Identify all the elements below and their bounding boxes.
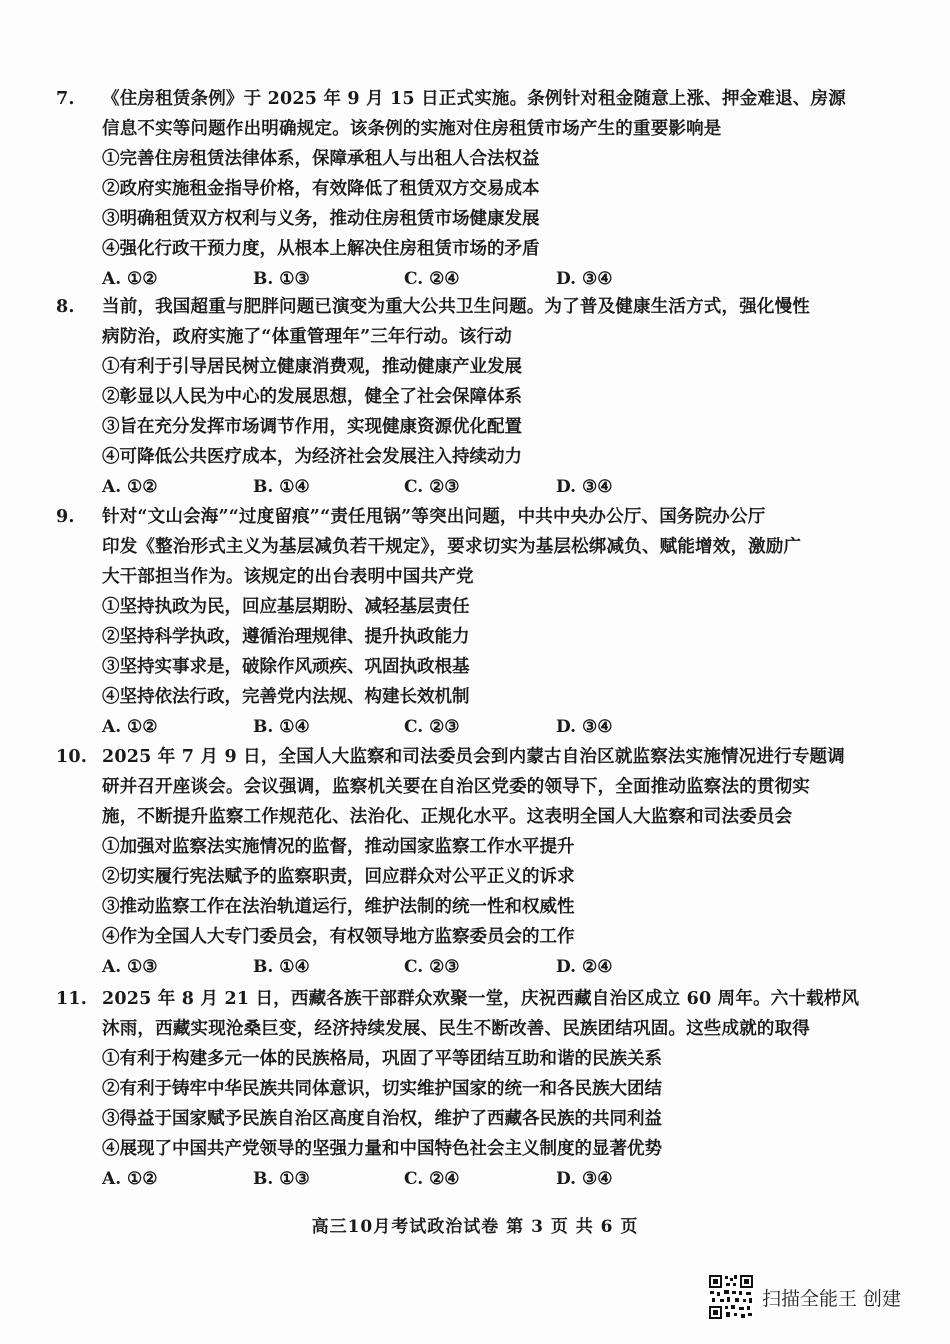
statement-1: ①坚持执政为民，回应基层期盼、减轻基层责任: [102, 597, 470, 617]
statement-1: ①加强对监察法实施情况的监督，推动国家监察工作水平提升: [102, 837, 575, 857]
question-number: 7.: [56, 89, 75, 109]
question-number: 10.: [56, 747, 88, 767]
question-stem-line: 大干部担当作为。该规定的出台表明中国共产党: [102, 567, 474, 587]
question-number: 9.: [56, 507, 75, 527]
qr-code-icon: [708, 1274, 754, 1320]
question-number: 11.: [56, 989, 88, 1009]
statement-3: ③明确租赁双方权利与义务，推动住房租赁市场健康发展: [102, 209, 540, 229]
statement-3: ③推动监察工作在法治轨道运行，维护法制的统一性和权威性: [102, 897, 575, 917]
answer-options: [56, 952, 886, 982]
question-8: [56, 292, 886, 502]
answer-options: [56, 712, 886, 742]
option-d: D. ③④: [556, 717, 613, 737]
question-stem-line: 施，不断提升监察工作规范化、法治化、正规化水平。这表明全国人大监察和司法委员会: [102, 807, 793, 827]
statement-3: ③旨在充分发挥市场调节作用，实现健康资源优化配置: [102, 417, 522, 437]
option-b: B. ①③: [253, 269, 310, 289]
option-b: B. ①④: [253, 717, 310, 737]
question-stem-line: 研并召开座谈会。会议强调，监察机关要在自治区党委的领导下，全面推动监察法的贯彻实: [102, 777, 810, 797]
statement-1: ①有利于构建多元一体的民族格局，巩固了平等团结互助和谐的民族关系: [102, 1049, 662, 1069]
statement-4: ④可降低公共医疗成本，为经济社会发展注入持续动力: [102, 447, 522, 467]
statement-3: ③坚持实事求是，破除作风顽疾、巩固执政根基: [102, 657, 470, 677]
answer-options: [56, 264, 886, 294]
option-a: A. ①③: [102, 957, 158, 977]
option-b: B. ①③: [253, 1169, 310, 1189]
statement-4: ④作为全国人大专门委员会，有权领导地方监察委员会的工作: [102, 927, 575, 947]
option-c: C. ②④: [404, 1169, 460, 1189]
answer-options: [56, 1164, 886, 1194]
option-c: C. ②③: [404, 717, 460, 737]
question-stem-line: 信息不实等问题作出明确规定。该条例的实施对住房租赁市场产生的重要影响是: [102, 119, 722, 139]
option-b: B. ①④: [253, 477, 310, 497]
question-stem-line: 病防治，政府实施了“体重管理年”三年行动。该行动: [102, 327, 512, 347]
statement-2: ②政府实施租金指导价格，有效降低了租赁双方交易成本: [102, 179, 540, 199]
question-stem-line: 沐雨，西藏实现沧桑巨变，经济持续发展、民生不断改善、民族团结巩固。这些成就的取得: [102, 1019, 810, 1039]
statement-3: ③得益于国家赋予民族自治区高度自治权，维护了西藏各民族的共同利益: [102, 1109, 662, 1129]
question-stem-line: 2025 年 8 月 21 日，西藏各族干部群众欢聚一堂，庆祝西藏自治区成立 60 周年。六十载栉风: [102, 989, 860, 1009]
question-10: [56, 742, 886, 982]
statement-4: ④展现了中国共产党领导的坚强力量和中国特色社会主义制度的显著优势: [102, 1139, 662, 1159]
option-a: A. ①②: [102, 269, 158, 289]
option-c: C. ②③: [404, 957, 460, 977]
watermark-text: 扫描全能王 创建: [762, 1288, 902, 1310]
statement-1: ①有利于引导居民树立健康消费观，推动健康产业发展: [102, 357, 522, 377]
question-stem-line: 印发《整治形式主义为基层减负若干规定》，要求切实为基层松绑减负、赋能增效，激励广: [102, 537, 802, 557]
question-stem-line: 针对“文山会海”“过度留痕”“责任甩锅”等突出问题，中共中央办公厅、国务院办公厅: [102, 507, 766, 527]
statement-2: ②坚持科学执政，遵循治理规律、提升执政能力: [102, 627, 470, 647]
question-9: [56, 502, 886, 742]
option-d: D. ②④: [556, 957, 613, 977]
question-stem-line: 当前，我国超重与肥胖问题已演变为重大公共卫生问题。为了普及健康生活方式，强化慢性: [102, 297, 810, 317]
statement-4: ④坚持依法行政，完善党内法规、构建长效机制: [102, 687, 470, 707]
question-stem-line: 2025 年 7 月 9 日，全国人大监察和司法委员会到内蒙古自治区就监察法实施情况进行专题调: [102, 747, 845, 767]
question-number: 8.: [56, 297, 75, 317]
statement-1: ①完善住房租赁法律体系，保障承租人与出租人合法权益: [102, 149, 540, 169]
question-7: [56, 84, 886, 294]
statement-4: ④强化行政干预力度，从根本上解决住房租赁市场的矛盾: [102, 239, 540, 259]
option-a: A. ①②: [102, 717, 158, 737]
option-a: A. ①②: [102, 1169, 158, 1189]
statement-2: ②切实履行宪法赋予的监察职责，回应群众对公平正义的诉求: [102, 867, 575, 887]
option-d: D. ③④: [556, 1169, 613, 1189]
option-c: C. ②④: [404, 269, 460, 289]
question-11: [56, 984, 886, 1194]
statement-2: ②彰显以人民为中心的发展思想，健全了社会保障体系: [102, 387, 522, 407]
statement-2: ②有利于铸牢中华民族共同体意识，切实维护国家的统一和各民族大团结: [102, 1079, 662, 1099]
option-c: C. ②③: [404, 477, 460, 497]
option-b: B. ①④: [253, 957, 310, 977]
option-d: D. ③④: [556, 477, 613, 497]
scanner-watermark: [708, 1274, 928, 1324]
question-stem-line: 《住房租赁条例》于 2025 年 9 月 15 日正式实施。条例针对租金随意上涨、押金难退、房源: [102, 89, 846, 109]
page-footer: 高三10月考试政治试卷 第 3 页 共 6 页: [311, 1217, 639, 1237]
option-a: A. ①②: [102, 477, 158, 497]
answer-options: [56, 472, 886, 502]
option-d: D. ③④: [556, 269, 613, 289]
